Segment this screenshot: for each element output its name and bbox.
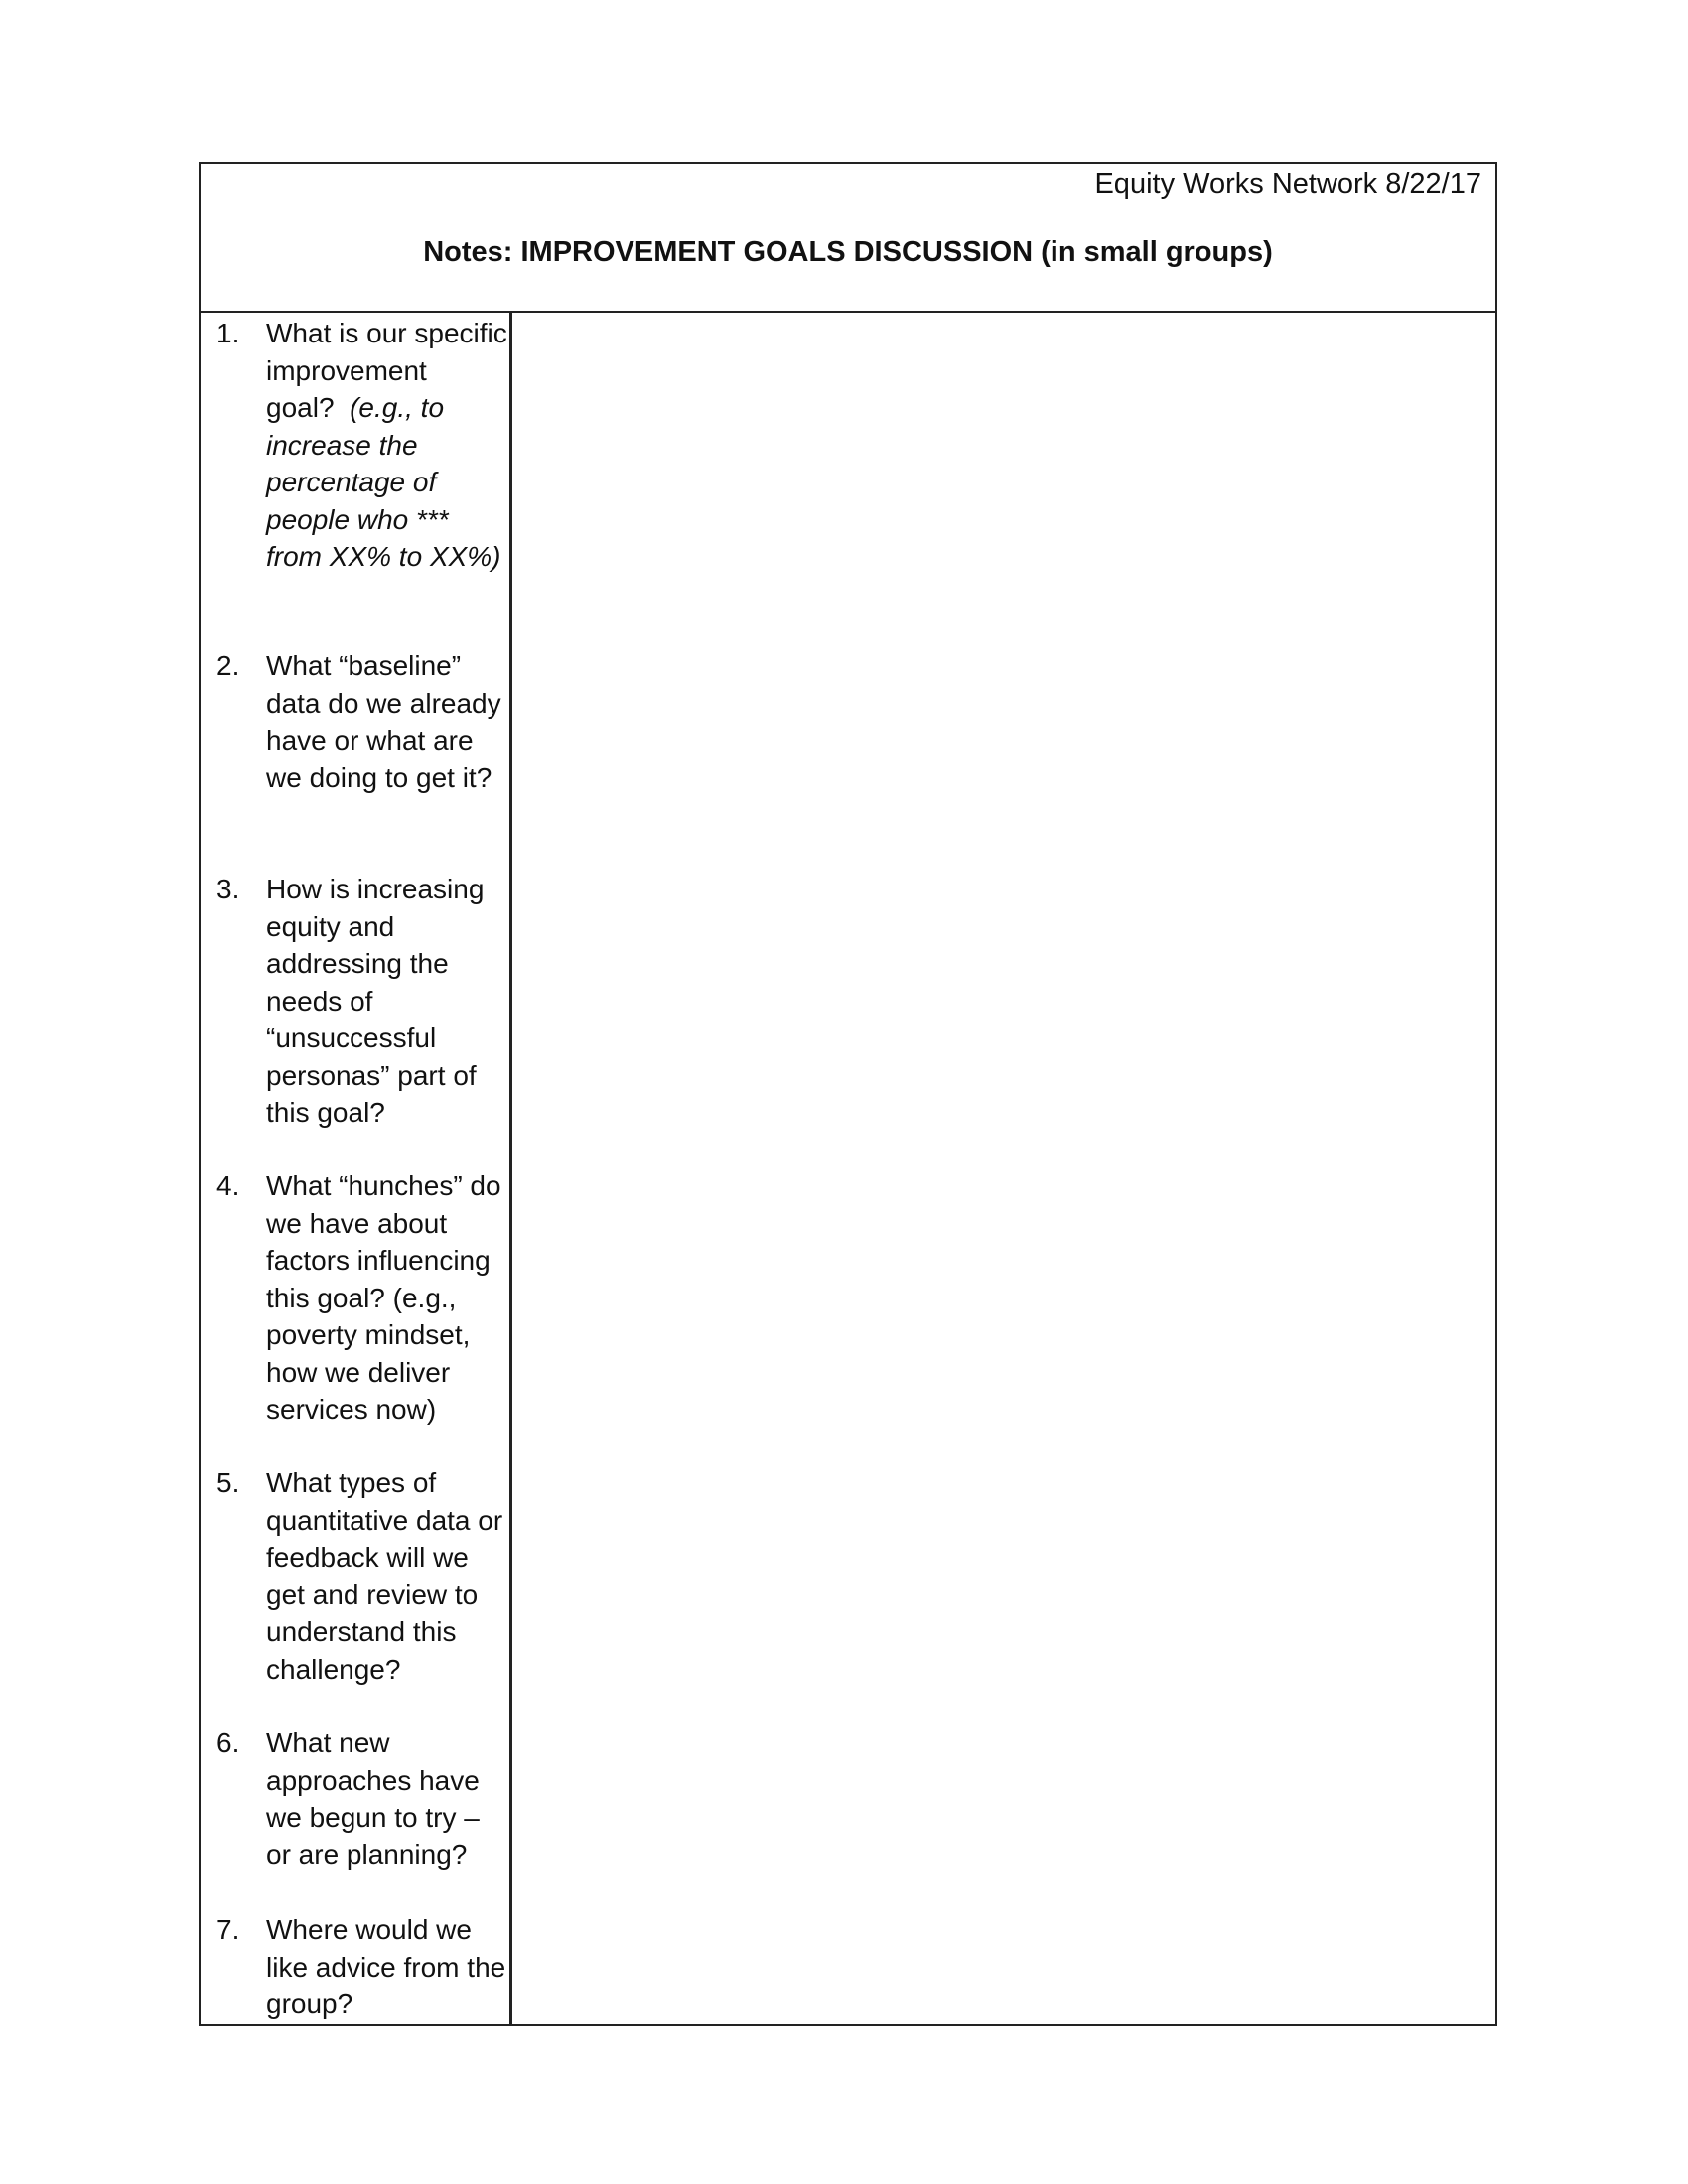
table-body xyxy=(201,313,1495,2024)
question-text: What “hunches” do we have about factors influencing this goal? (e.g., poverty mindset, how we deliver services now) xyxy=(266,1170,501,1425)
notes-answer-area[interactable] xyxy=(512,313,1495,2024)
question-text: How is increasing equity and addressing the needs of “unsuccessful personas” part of this goal? xyxy=(266,874,485,1128)
questions-column xyxy=(201,313,512,2024)
question-number: 3. xyxy=(216,874,240,904)
question-number: 2. xyxy=(216,650,240,681)
org-date-label: Equity Works Network 8/22/17 xyxy=(1094,168,1481,200)
question-text: What types of quantitative data or feedback will we get and review to understand this challenge? xyxy=(266,1467,503,1685)
question-text: What new approaches have we begun to try – or are planning? xyxy=(266,1727,480,1870)
notes-table xyxy=(199,162,1497,2026)
page-title: Notes: IMPROVEMENT GOALS DISCUSSION (in small groups) xyxy=(423,236,1273,268)
question-number: 6. xyxy=(216,1727,240,1758)
question-text: Where would we like advice from the group? xyxy=(266,1914,506,2019)
question-number: 1. xyxy=(216,318,240,348)
question-text: What “baseline” data do we already have or what are we doing to get it? xyxy=(266,650,501,793)
question-example-text: (e.g., to increase the percentage of people who *** from XX% to XX%) xyxy=(266,392,501,572)
table-header xyxy=(201,164,1495,313)
question-number: 4. xyxy=(216,1170,240,1201)
question-text xyxy=(266,315,508,576)
question-number: 7. xyxy=(216,1914,240,1945)
question-number: 5. xyxy=(216,1467,240,1498)
question-main-text: What is our specific improvement goal? xyxy=(266,318,507,423)
